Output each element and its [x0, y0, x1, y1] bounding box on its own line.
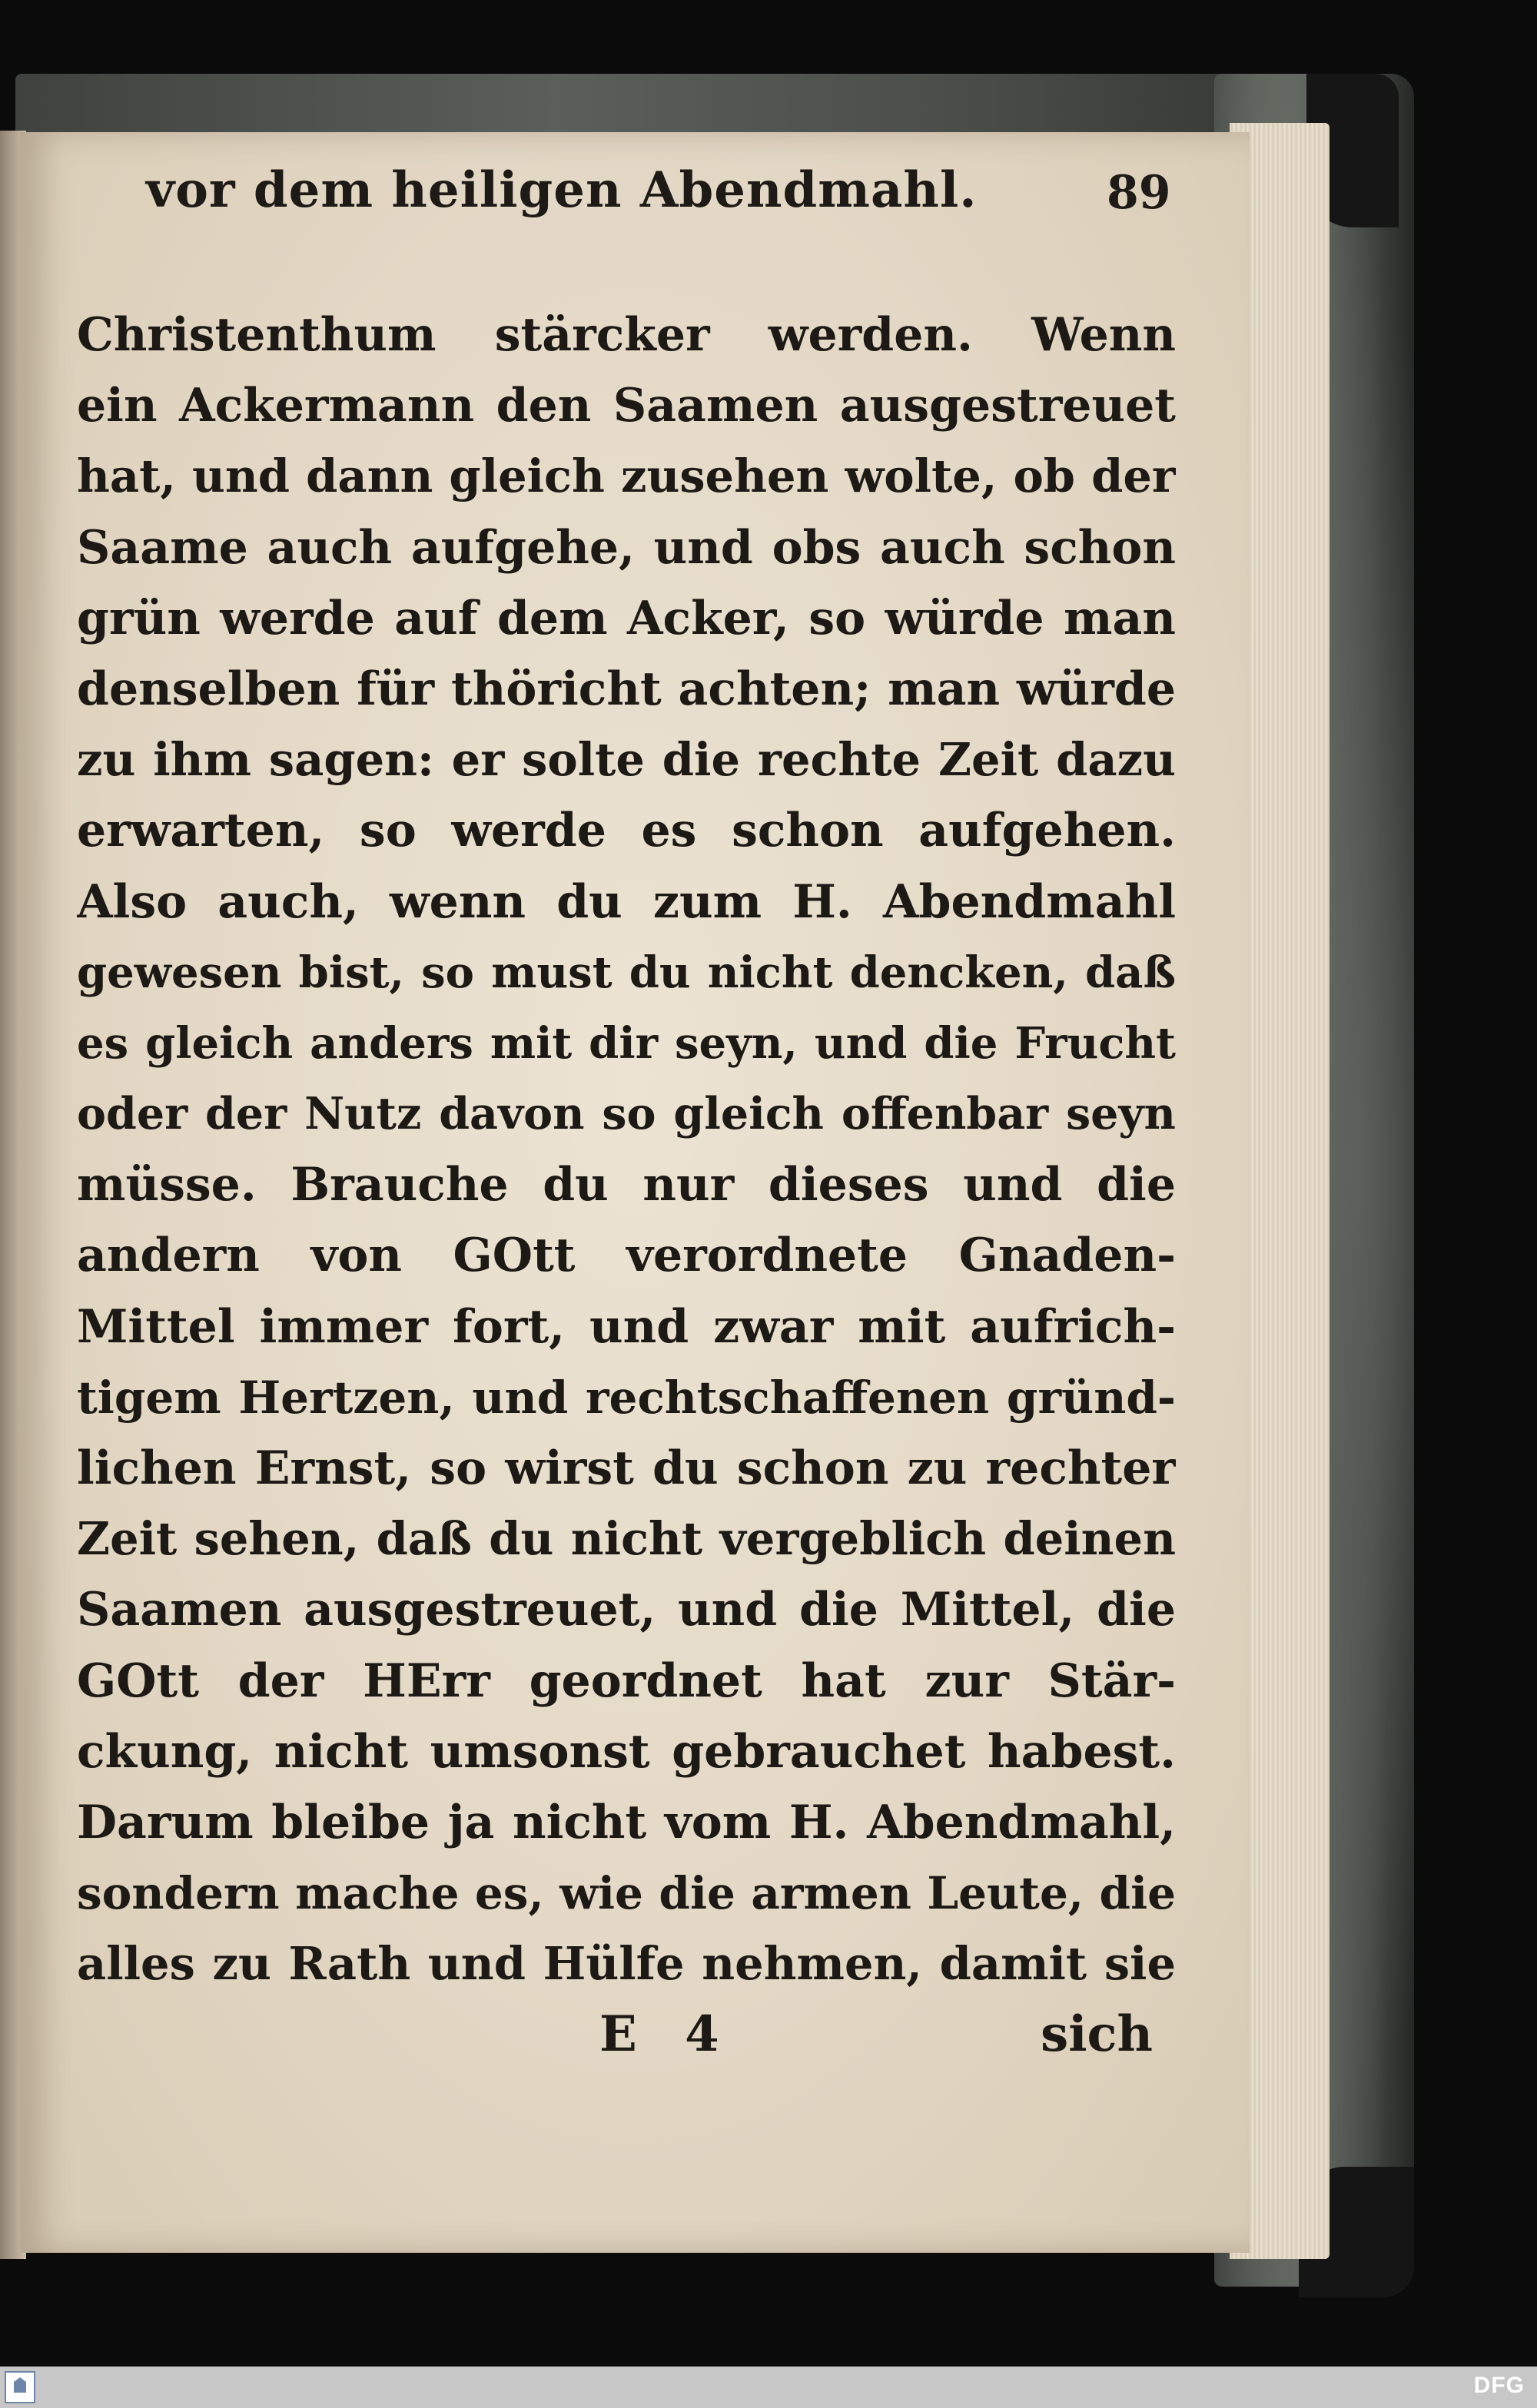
page-number: 89: [1107, 166, 1171, 220]
text-line: lichen Ernst, so wirst du schon zu rechter: [77, 1441, 1176, 1495]
text-line: tigem Hertzen, und rechtschaffenen gründ-: [77, 1371, 1176, 1424]
text-line: sondern mache es, wie die armen Leute, die: [77, 1867, 1176, 1920]
text-line: alles zu Rath und Hülfe nehmen, damit sie: [77, 1937, 1176, 1991]
text-line: ckung, nicht umsonst gebrauchet habest.: [77, 1724, 1176, 1779]
text-line: es gleich anders mit dir seyn, und die Frucht: [77, 1017, 1176, 1069]
signature-mark: E 4: [599, 2005, 735, 2063]
library-logo-icon: [5, 2371, 35, 2403]
text-line: Christenthum stärcker werden. Wenn: [77, 308, 1176, 362]
running-head: vor dem heiligen Abendmahl.: [146, 161, 978, 219]
text-line: müsse. Brauche du nur dieses und die: [77, 1158, 1176, 1212]
text-line: ein Ackermann den Saamen ausgestreuet: [77, 379, 1176, 433]
dfg-logo: DFG: [1473, 2373, 1525, 2398]
text-line: grün werde auf dem Acker, so würde man: [77, 591, 1176, 645]
text-line: gewesen bist, so must du nicht dencken, daß: [77, 947, 1176, 998]
text-line: zu ihm sagen: er solte die rechte Zeit dazu: [77, 733, 1176, 787]
text-line: oder der Nutz davon so gleich offenbar seyn: [77, 1088, 1176, 1140]
text-line: denselben für thöricht achten; man würde: [77, 662, 1176, 716]
text-line: Saamen ausgestreuet, und die Mittel, die: [77, 1583, 1176, 1637]
text-line: andern von GOtt verordnete Gnaden-: [77, 1229, 1176, 1283]
text-line: Darum bleibe ja nicht vom H. Abendmahl,: [77, 1795, 1176, 1849]
text-line: GOtt der HErr geordnet hat zur Stär-: [77, 1653, 1176, 1708]
catchword: sich: [1041, 2005, 1153, 2063]
text-line: Also auch, wenn du zum H. Abendmahl: [77, 874, 1176, 929]
body-text: [77, 300, 1176, 2000]
text-line: Saame auch aufgehe, und obs auch schon: [77, 520, 1176, 575]
page-footer: [77, 2005, 1153, 2082]
text-line: hat, und dann gleich zusehen wolte, ob der: [77, 449, 1176, 503]
text-line: Zeit sehen, daß du nicht vergeblich deinen: [77, 1512, 1176, 1566]
text-line: erwarten, so werde es schon aufgehen.: [77, 804, 1176, 858]
viewer-footer-bar: [0, 2367, 1537, 2408]
text-line: Mittel immer fort, und zwar mit aufrich-: [77, 1299, 1176, 1354]
